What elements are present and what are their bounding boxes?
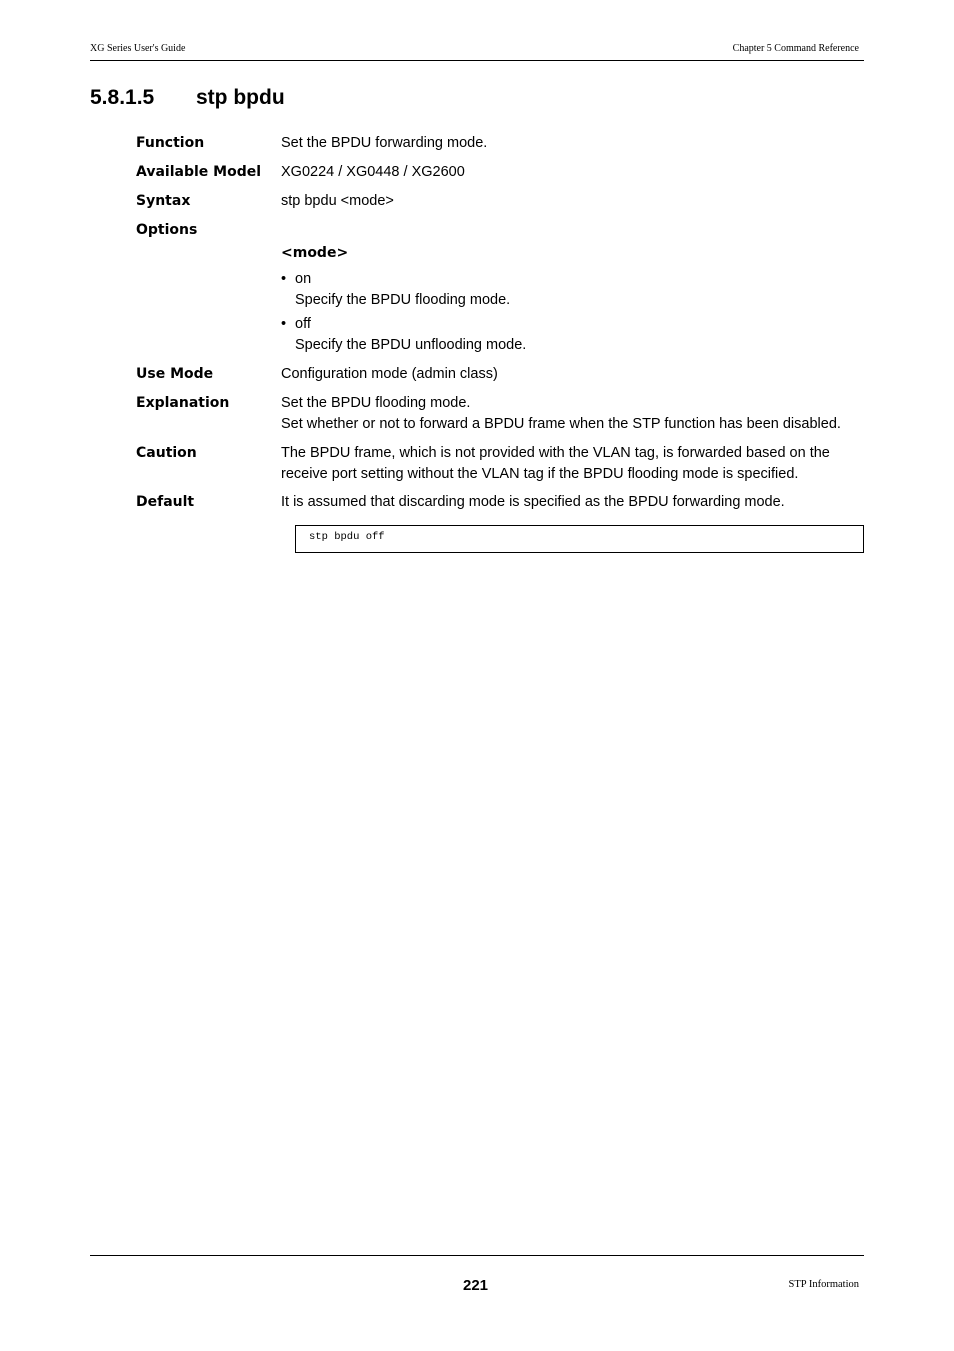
option-item-desc: Specify the BPDU flooding mode. bbox=[295, 291, 511, 308]
option-item-desc: Specify the BPDU unflooding mode. bbox=[295, 336, 527, 353]
options-label: Options bbox=[136, 222, 198, 238]
page-number: 221 bbox=[463, 1277, 489, 1294]
available-model-value: XG0224 / XG0448 / XG2600 bbox=[281, 164, 465, 180]
use-mode-value: Configuration mode (admin class) bbox=[281, 366, 498, 382]
syntax-label: Syntax bbox=[136, 193, 191, 209]
bullet-icon: • bbox=[281, 271, 287, 287]
header-chapter: Chapter 5 Command Reference bbox=[732, 43, 859, 54]
explanation-value bbox=[281, 393, 864, 434]
section-title bbox=[90, 86, 285, 110]
section-name: stp bpdu bbox=[196, 86, 285, 109]
caution-line: receive port setting without the VLAN tag if the BPDU flooding mode is specified. bbox=[281, 465, 799, 482]
option-item-off bbox=[281, 314, 526, 355]
caution-label: Caution bbox=[136, 445, 197, 461]
option-param-name: <mode> bbox=[281, 245, 349, 261]
syntax-value: stp bpdu <mode> bbox=[281, 193, 394, 209]
caution-line: The BPDU frame, which is not provided with the VLAN tag, is forwarded based on the bbox=[281, 445, 830, 461]
explanation-line: Set the BPDU flooding mode. bbox=[281, 395, 471, 411]
function-value: Set the BPDU forwarding mode. bbox=[281, 135, 488, 151]
code-example-box bbox=[295, 525, 864, 553]
available-model-label: Available Model bbox=[136, 164, 262, 180]
page-header bbox=[90, 42, 864, 61]
header-guide-title: XG Series User's Guide bbox=[90, 43, 186, 54]
code-example: stp bpdu off bbox=[309, 531, 385, 543]
bullet-icon: • bbox=[281, 316, 287, 332]
default-value: It is assumed that discarding mode is specified as the BPDU forwarding mode. bbox=[281, 494, 785, 510]
section-number: 5.8.1.5 bbox=[90, 86, 155, 109]
footer-section: STP Information bbox=[788, 1279, 859, 1290]
use-mode-label: Use Mode bbox=[136, 366, 214, 382]
option-item-name: on bbox=[295, 271, 312, 287]
caution-value bbox=[281, 443, 864, 484]
option-item-on bbox=[281, 269, 510, 310]
default-label: Default bbox=[136, 494, 195, 510]
explanation-line: Set whether or not to forward a BPDU frame when the STP function has been disabled. bbox=[281, 415, 841, 432]
option-item-name: off bbox=[295, 316, 311, 332]
explanation-label: Explanation bbox=[136, 395, 230, 411]
footer-divider bbox=[90, 1255, 864, 1256]
function-label: Function bbox=[136, 135, 205, 151]
